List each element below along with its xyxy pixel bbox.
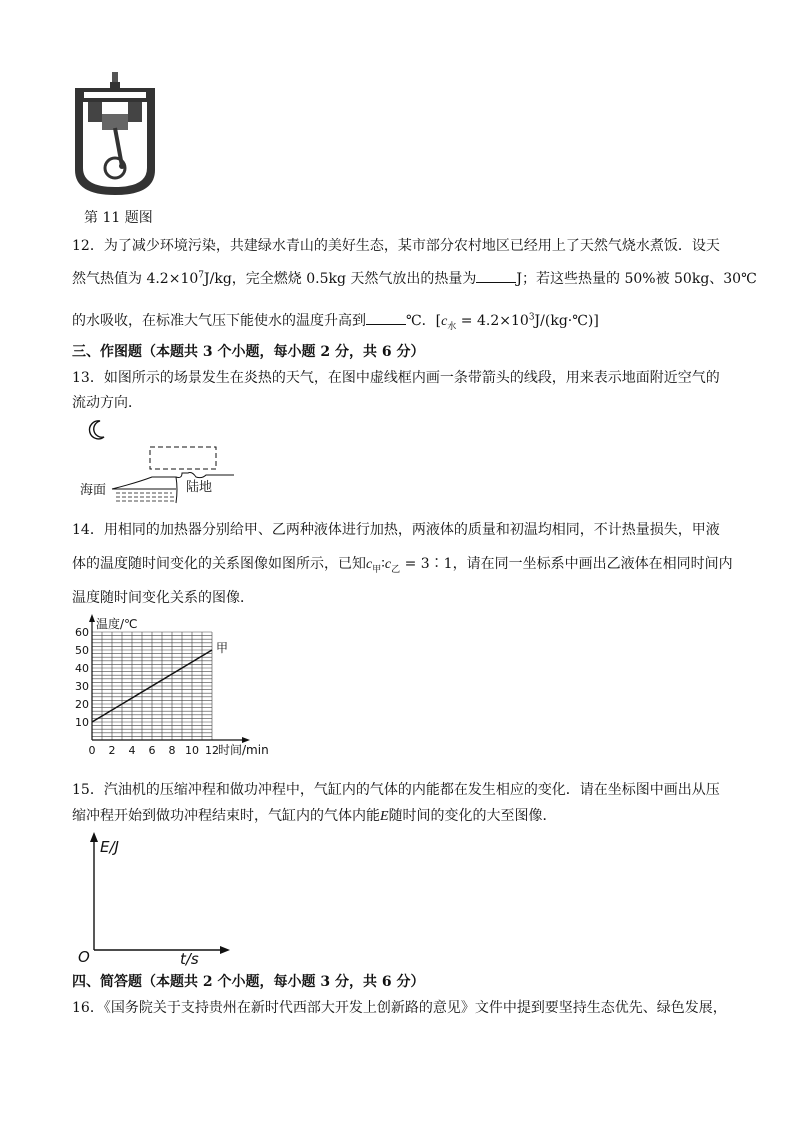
y-tick-label: 10 — [75, 716, 89, 729]
q15-line1: 15．汽油机的压缩冲程和做功冲程中，气缸内的气体的内能都在发生相应的变化．请在坐标图中画出从压 — [72, 782, 720, 798]
y-tick-label: 60 — [75, 626, 89, 639]
y-tick-label: 20 — [75, 698, 89, 711]
section3-heading: 三、作图题（本题共 3 个小题，每小题 2 分，共 6 分） — [72, 344, 425, 360]
q13-scene — [74, 415, 244, 505]
y-axis-label: E/J — [100, 838, 119, 856]
q14-line3: 温度随时间变化关系的图像． — [72, 590, 254, 606]
answer-blank[interactable] — [476, 268, 516, 283]
y-axis-label: 温度/℃ — [96, 617, 138, 631]
x-axis-label: 时间/min — [218, 743, 269, 757]
dashed-answer-box[interactable] — [150, 447, 216, 469]
answer-blank[interactable] — [366, 310, 406, 325]
label-sea: 海面 — [80, 483, 107, 498]
x-tick-label: 12 — [205, 744, 219, 757]
figure-11-caption: 第 11 题图 — [84, 210, 153, 226]
series-label: 甲 — [216, 641, 229, 655]
x-tick-label: 4 — [128, 744, 136, 757]
q14-chart[interactable] — [72, 614, 282, 769]
q16-line1: 16．《国务院关于支持贵州在新时代西部大开发上创新路的意见》文件中提到要坚持生态优先、绿色发展， — [72, 1000, 727, 1016]
x-tick-label: 0 — [88, 744, 96, 757]
x-tick-label: 10 — [185, 744, 199, 757]
piston — [102, 114, 128, 130]
label-land: 陆地 — [186, 480, 213, 495]
x-tick-label: 8 — [168, 744, 176, 757]
y-axis-arrow-icon — [90, 832, 98, 842]
q14-line2: 体的温度随时间变化的关系图像如图所示，已知$c_甲∶c_乙$ = 3∶1，请在同一坐标系中画出乙液体在相同时间内 — [72, 556, 733, 575]
section4-heading: 四、简答题（本题共 2 个小题，每小题 3 分，共 6 分） — [72, 974, 425, 990]
crankcase — [75, 142, 155, 195]
crescent-moon-icon — [90, 421, 104, 439]
q15-axes[interactable] — [74, 832, 234, 967]
x-axis-arrow-icon — [220, 946, 230, 954]
q13-line1: 13．如图所示的场景发生在炎热的天气，在图中虚线框内画一条带箭头的线段，用来表示地面附近空气的 — [72, 370, 720, 386]
q14-line1: 14．用相同的加热器分别给甲、乙两种液体进行加热，两液体的质量和初温均相同，不计热量损失，甲液 — [72, 522, 720, 538]
land-profile — [112, 473, 234, 490]
x-tick-label: 2 — [108, 744, 116, 757]
engine-figure — [70, 70, 160, 200]
exhaust-valve — [128, 102, 142, 122]
x-axis-label: t/s — [180, 950, 199, 967]
q12-line2: 然气热值为 $4.2\times 10^7J/kg$，完全燃烧 0.5kg 天然气放出的热量为 J；若这些热量的 50%被 50kg、30℃ — [72, 268, 757, 289]
q12-line1: 12．为了减少环境污染，共建绿水青山的美好生态，某市部分农村地区已经用上了天然气烧水煮饭．设天 — [72, 238, 720, 254]
x-tick-label: 6 — [148, 744, 156, 757]
origin-label: O — [78, 948, 90, 966]
y-tick-label: 50 — [75, 644, 89, 657]
q12-line3: 的水吸收，在标准大气压下能使水的温度升高到 ℃．[$c_水$ = $4.2\times 10^3J/(kg\cdot℃)$] — [72, 310, 599, 332]
y-tick-label: 30 — [75, 680, 89, 693]
intake-valve — [88, 102, 102, 122]
y-tick-label: 40 — [75, 662, 89, 675]
q13-line2: 流动方向． — [72, 395, 142, 411]
y-axis-arrow-icon — [89, 614, 95, 622]
q15-line2: 缩冲程开始到做功冲程结束时，气缸内的气体内能E随时间的变化的大至图像． — [72, 808, 557, 824]
